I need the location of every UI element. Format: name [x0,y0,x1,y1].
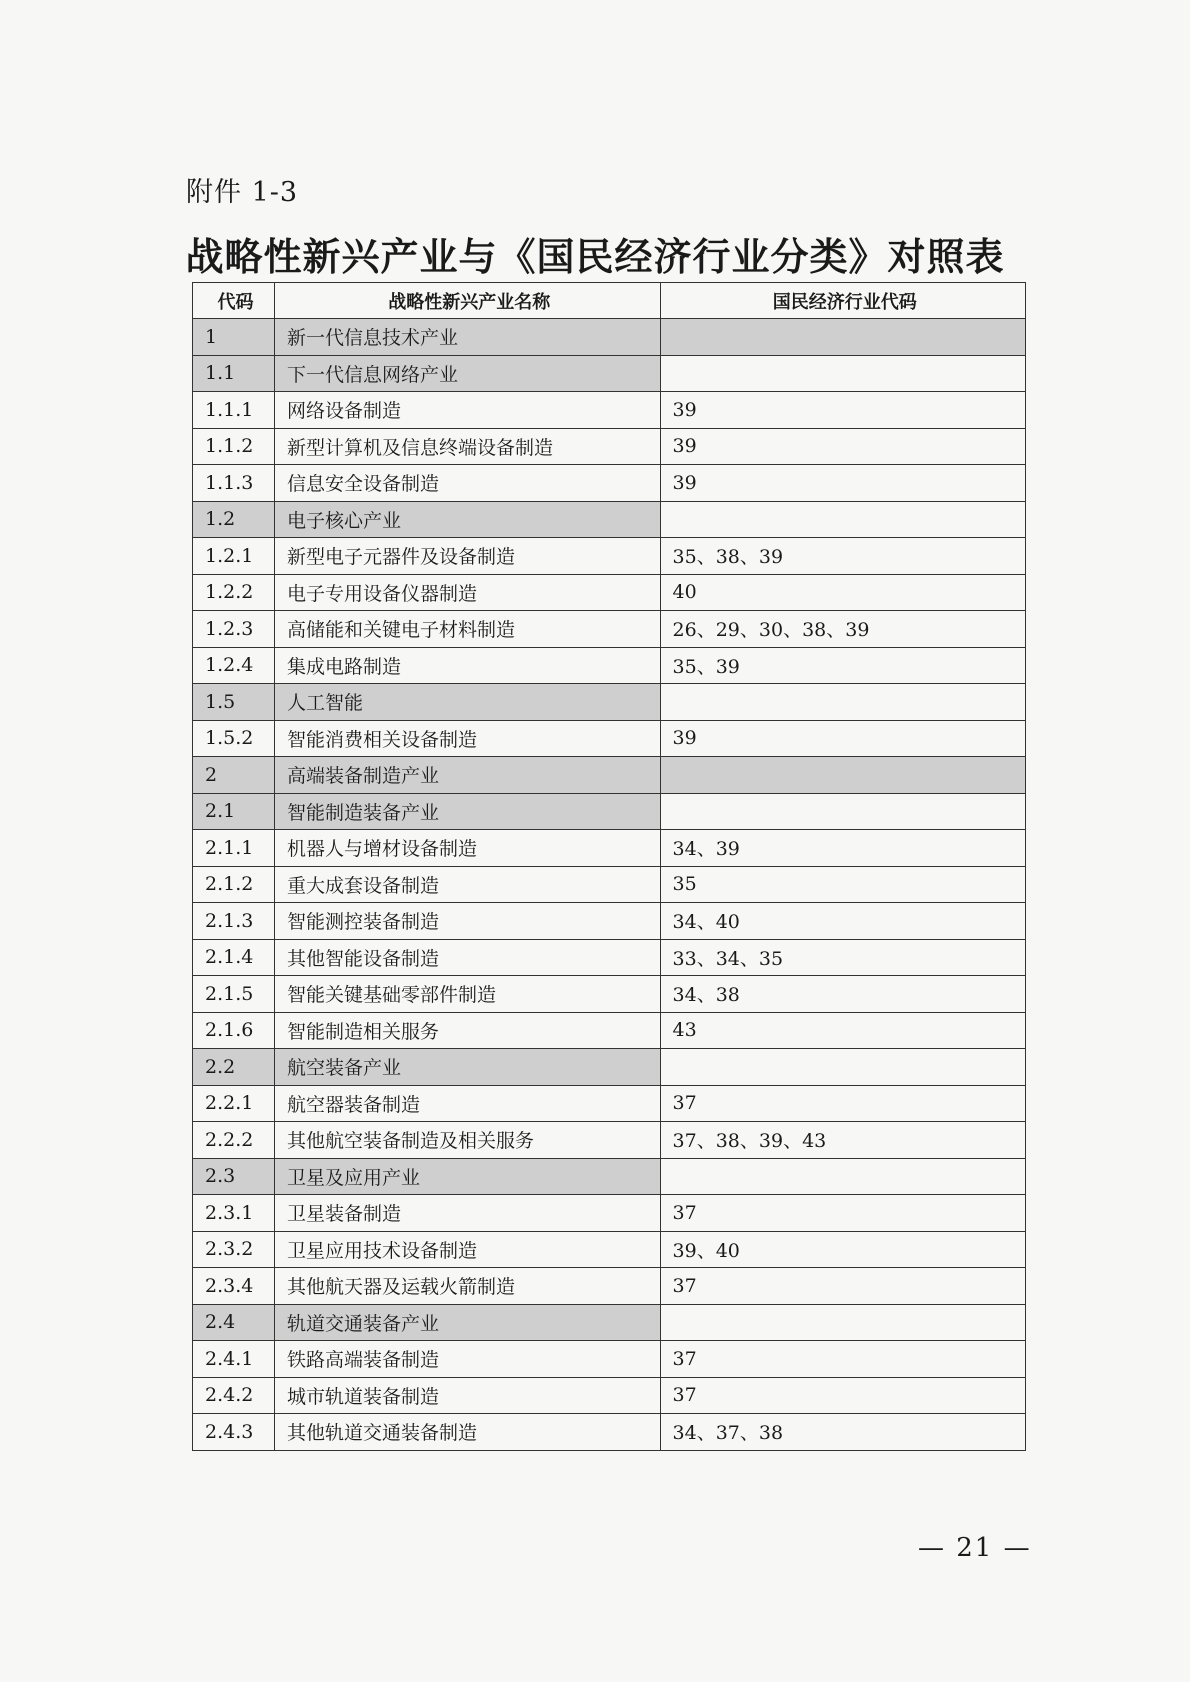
row-industry-name: 人工智能 [274,684,660,721]
table-row [193,1158,1026,1195]
row-national-code [660,1158,1025,1195]
row-national-code: 34、40 [660,903,1025,940]
row-code: 1.1.2 [193,428,275,465]
row-national-code: 39 [660,428,1025,465]
row-national-code [660,793,1025,830]
row-code: 1.2.4 [193,647,275,684]
row-national-code: 37 [660,1377,1025,1414]
row-code: 2.4.1 [193,1341,275,1378]
table-row [193,1085,1026,1122]
row-industry-name: 航空器装备制造 [274,1085,660,1122]
table-row [193,720,1026,757]
attachment-label: 附件 1-3 [186,177,299,208]
row-code: 2.1.4 [193,939,275,976]
table-row [193,392,1026,429]
row-code: 1.2.1 [193,538,275,575]
row-national-code: 35、38、39 [660,538,1025,575]
table-row [193,428,1026,465]
table-row [193,866,1026,903]
table-row [193,1195,1026,1232]
row-national-code [660,757,1025,794]
row-national-code: 37 [660,1195,1025,1232]
table-row [193,647,1026,684]
row-code: 2.2.2 [193,1122,275,1159]
row-industry-name: 智能测控装备制造 [274,903,660,940]
table-row [193,757,1026,794]
row-code: 1 [193,319,275,356]
row-industry-name: 重大成套设备制造 [274,866,660,903]
row-industry-name: 高端装备制造产业 [274,757,660,794]
table-row [193,939,1026,976]
table-row [193,319,1026,356]
table-row [193,1341,1026,1378]
row-industry-name: 其他智能设备制造 [274,939,660,976]
row-code: 2.4.2 [193,1377,275,1414]
row-industry-name: 电子核心产业 [274,501,660,538]
row-industry-name: 集成电路制造 [274,647,660,684]
row-national-code: 34、39 [660,830,1025,867]
row-national-code [660,1304,1025,1341]
table-row [193,465,1026,502]
header-industry-name: 战略性新兴产业名称 [274,283,660,319]
row-code: 2.3.2 [193,1231,275,1268]
row-national-code [660,1049,1025,1086]
row-industry-name: 其他航空装备制造及相关服务 [274,1122,660,1159]
row-national-code: 37、38、39、43 [660,1122,1025,1159]
table-row [193,684,1026,721]
table-row [193,501,1026,538]
row-national-code: 35、39 [660,647,1025,684]
row-industry-name: 下一代信息网络产业 [274,355,660,392]
row-industry-name: 卫星装备制造 [274,1195,660,1232]
row-code: 1.2.2 [193,574,275,611]
row-industry-name: 智能制造相关服务 [274,1012,660,1049]
row-industry-name: 新型电子元器件及设备制造 [274,538,660,575]
row-national-code [660,319,1025,356]
table-row [193,1122,1026,1159]
row-industry-name: 机器人与增材设备制造 [274,830,660,867]
row-code: 2.2.1 [193,1085,275,1122]
row-national-code: 34、37、38 [660,1414,1025,1451]
row-industry-name: 新型计算机及信息终端设备制造 [274,428,660,465]
row-national-code [660,684,1025,721]
row-national-code: 39 [660,465,1025,502]
row-industry-name: 高储能和关键电子材料制造 [274,611,660,648]
row-national-code: 43 [660,1012,1025,1049]
row-code: 1.2.3 [193,611,275,648]
row-code: 2.2 [193,1049,275,1086]
row-national-code: 35 [660,866,1025,903]
table-row [193,538,1026,575]
row-industry-name: 航空装备产业 [274,1049,660,1086]
row-code: 2.1.1 [193,830,275,867]
row-national-code [660,355,1025,392]
table-body [193,319,1026,1451]
table-row [193,903,1026,940]
row-code: 2.3 [193,1158,275,1195]
table-row [193,1304,1026,1341]
row-industry-name: 网络设备制造 [274,392,660,429]
row-industry-name: 新一代信息技术产业 [274,319,660,356]
table-row [193,611,1026,648]
header-code: 代码 [193,283,275,319]
row-code: 2.1.3 [193,903,275,940]
table-row [193,976,1026,1013]
row-national-code: 33、34、35 [660,939,1025,976]
row-industry-name: 其他轨道交通装备制造 [274,1414,660,1451]
table-row [193,1012,1026,1049]
row-code: 2.3.4 [193,1268,275,1305]
table-row [193,830,1026,867]
row-code: 1.1.1 [193,392,275,429]
row-code: 1.5 [193,684,275,721]
row-code: 2.1.6 [193,1012,275,1049]
row-industry-name: 电子专用设备仪器制造 [274,574,660,611]
row-code: 2.3.1 [193,1195,275,1232]
row-national-code: 39 [660,720,1025,757]
row-code: 1.5.2 [193,720,275,757]
row-code: 2.4.3 [193,1414,275,1451]
row-code: 1.1 [193,355,275,392]
row-code: 2 [193,757,275,794]
row-industry-name: 城市轨道装备制造 [274,1377,660,1414]
row-code: 2.1.5 [193,976,275,1013]
table-row [193,355,1026,392]
row-national-code: 37 [660,1085,1025,1122]
row-industry-name: 其他航天器及运载火箭制造 [274,1268,660,1305]
row-code: 1.2 [193,501,275,538]
row-industry-name: 卫星及应用产业 [274,1158,660,1195]
row-national-code: 26、29、30、38、39 [660,611,1025,648]
header-national-code: 国民经济行业代码 [660,283,1025,319]
row-code: 2.1 [193,793,275,830]
row-code: 2.4 [193,1304,275,1341]
table-row [193,1268,1026,1305]
row-code: 1.1.3 [193,465,275,502]
row-code: 2.1.2 [193,866,275,903]
row-national-code: 40 [660,574,1025,611]
row-national-code: 37 [660,1341,1025,1378]
row-industry-name: 智能消费相关设备制造 [274,720,660,757]
table-row [193,793,1026,830]
table-row [193,1231,1026,1268]
row-national-code: 39、40 [660,1231,1025,1268]
row-industry-name: 智能关键基础零部件制造 [274,976,660,1013]
table-row [193,1377,1026,1414]
row-industry-name: 轨道交通装备产业 [274,1304,660,1341]
row-industry-name: 卫星应用技术设备制造 [274,1231,660,1268]
row-national-code [660,501,1025,538]
table-row [193,574,1026,611]
table-row [193,1414,1026,1451]
row-national-code: 39 [660,392,1025,429]
row-industry-name: 铁路高端装备制造 [274,1341,660,1378]
table-row [193,1049,1026,1086]
document-title: 战略性新兴产业与《国民经济行业分类》对照表 [185,234,1005,279]
row-national-code: 37 [660,1268,1025,1305]
table-header-row [193,283,1026,319]
page-number: — 21 — [918,1533,1032,1563]
row-industry-name: 信息安全设备制造 [274,465,660,502]
mapping-table [192,282,1026,1451]
row-national-code: 34、38 [660,976,1025,1013]
row-industry-name: 智能制造装备产业 [274,793,660,830]
